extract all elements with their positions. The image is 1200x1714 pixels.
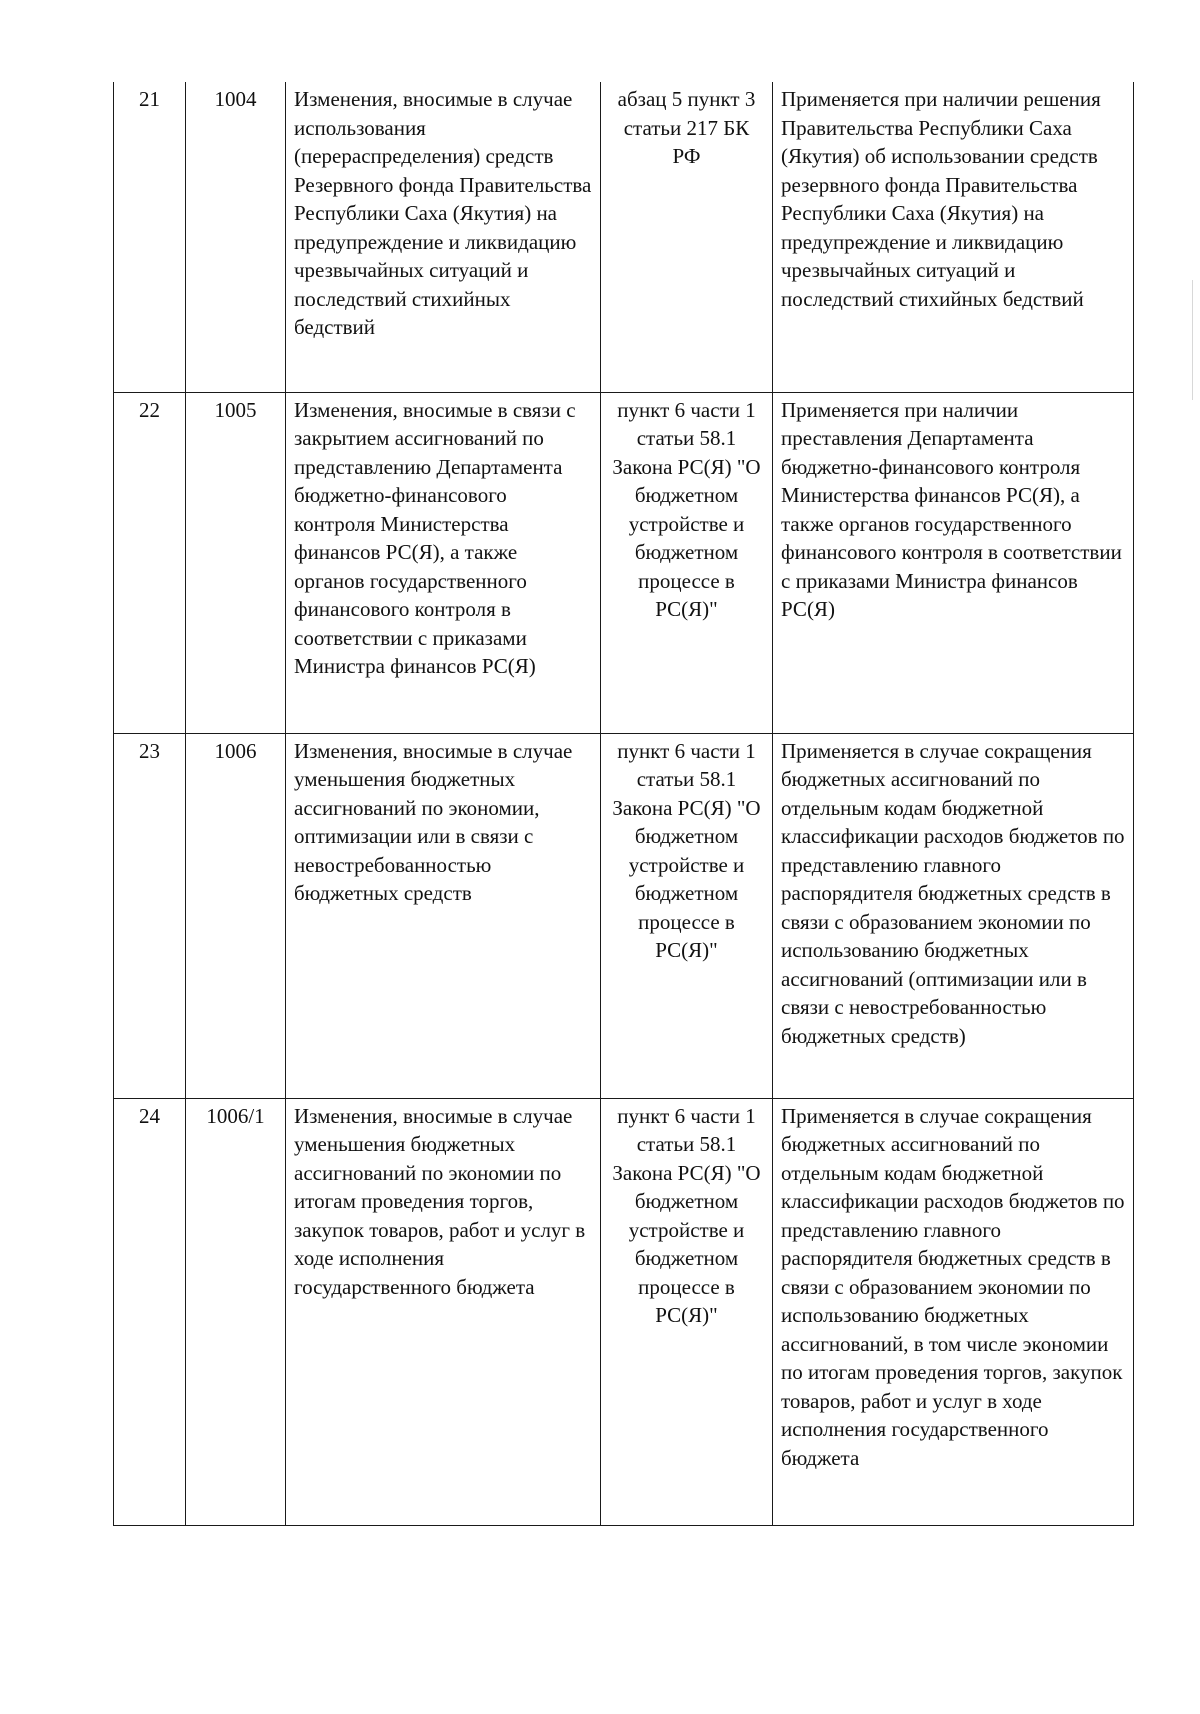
table-row (114, 1098, 1134, 1525)
row-number: 22 (114, 392, 186, 733)
row-application-note: Применяется при наличии решения Правительства Республики Саха (Якутия) об использовании средств резервного фонда Правительства Республики Саха (Якутия) на предупреждение и ликвидацию чрезвычайных ситуаций и последствий стихийных бедствий (773, 82, 1134, 392)
row-legal-basis: абзац 5 пункт 3 статьи 217 БК РФ (601, 82, 773, 392)
row-application-note: Применяется в случае сокращения бюджетных ассигнований по отдельным кодам бюджетной классификации расходов бюджетов по представлению главного распорядителя бюджетных средств в связи с образованием экономии по использованию бюджетных ассигнований, в том числе экономии по итогам проведения торгов, закупок товаров, работ и услуг в ходе исполнения государственного бюджета (773, 1098, 1134, 1525)
table-row (114, 733, 1134, 1098)
row-legal-basis: пункт 6 части 1 статьи 58.1 Закона РС(Я) "О бюджетном устройстве и бюджетном процессе в РС(Я)" (601, 733, 773, 1098)
row-application-note: Применяется при наличии преставления Департамента бюджетно-финансового контроля Министерства финансов РС(Я), а также органов государственного финансового контроля в соответствии с приказами Министра финансов РС(Я) (773, 392, 1134, 733)
row-code: 1006/1 (186, 1098, 286, 1525)
row-legal-basis: пункт 6 части 1 статьи 58.1 Закона РС(Я) "О бюджетном устройстве и бюджетном процессе в РС(Я)" (601, 1098, 773, 1525)
row-number: 24 (114, 1098, 186, 1525)
row-name: Изменения, вносимые в случае использования (перераспределения) средств Резервного фонда Правительства Республики Саха (Якутия) на предупреждение и ликвидацию чрезвычайных ситуаций и последствий стихийных бедствий (286, 82, 601, 392)
table-row (114, 82, 1134, 392)
row-number: 23 (114, 733, 186, 1098)
row-code: 1006 (186, 733, 286, 1098)
row-name: Изменения, вносимые в случае уменьшения бюджетных ассигнований по экономии по итогам проведения торгов, закупок товаров, работ и услуг в ходе исполнения государственного бюджета (286, 1098, 601, 1525)
row-name: Изменения, вносимые в связи с закрытием ассигнований по представлению Департамента бюджетно-финансового контроля Министерства финансов РС(Я), а также органов государственного финансового контроля в соответствии с приказами Министра финансов РС(Я) (286, 392, 601, 733)
row-legal-basis: пункт 6 части 1 статьи 58.1 Закона РС(Я) "О бюджетном устройстве и бюджетном процессе в РС(Я)" (601, 392, 773, 733)
row-number: 21 (114, 82, 186, 392)
row-application-note: Применяется в случае сокращения бюджетных ассигнований по отдельным кодам бюджетной классификации расходов бюджетов по представлению главного распорядителя бюджетных средств в связи с образованием экономии по использованию бюджетных ассигнований (оптимизации или в связи с невостребованностью бюджетных средств) (773, 733, 1134, 1098)
scan-edge-mark (1192, 280, 1193, 400)
row-name: Изменения, вносимые в случае уменьшения бюджетных ассигнований по экономии, оптимизации или в связи с невостребованностью бюджетных средств (286, 733, 601, 1098)
table-row (114, 392, 1134, 733)
row-code: 1004 (186, 82, 286, 392)
row-code: 1005 (186, 392, 286, 733)
budget-changes-table (113, 82, 1134, 1526)
